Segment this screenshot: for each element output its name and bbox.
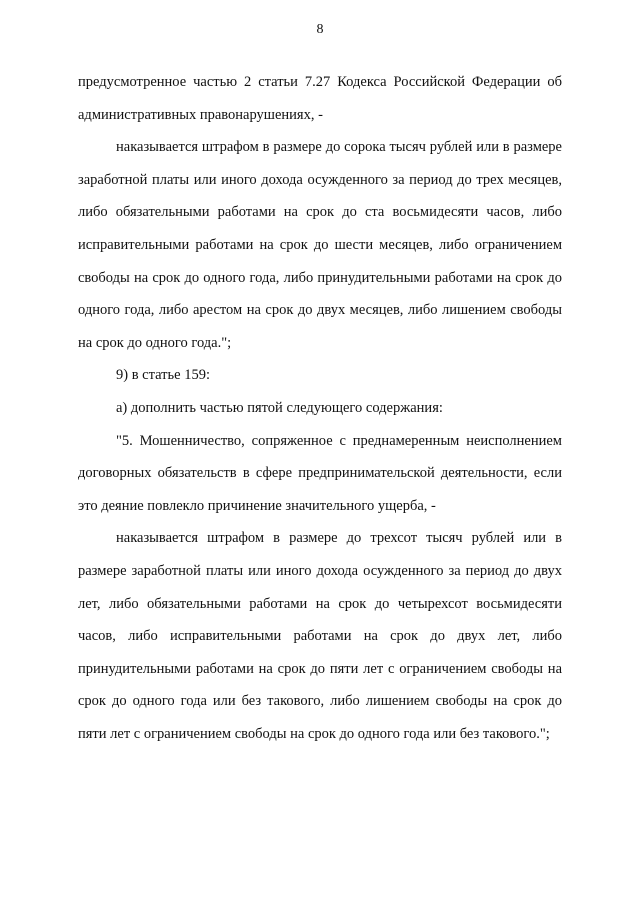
paragraph-amendment-a: а) дополнить частью пятой следующего содержания: xyxy=(116,399,443,416)
paragraph-part-5-fraud: "5. Мошенничество, сопряженное с преднамеренным неисполнением договорных обязательств в сфере предпринимательской деятельности, если это деяние повлекло причинение значительного ущерба, - xyxy=(78,432,562,514)
paragraph-continuation: предусмотренное частью 2 статьи 7.27 Кодекса Российской Федерации об административных правонарушениях, - xyxy=(78,74,562,123)
document-body xyxy=(78,66,562,750)
paragraph-part-5-penalty: наказывается штрафом в размере до трехсот тысяч рублей или в размере заработной платы или иного дохода осужденного за период до двух лет, либо обязательными работами на срок до четырехсот восьмидесяти часов, либо исправительными работами на срок до двух лет, либо принудительными работами на срок до пяти лет с ограничением свободы на срок до одного года или без такового, либо лишением свободы на срок до пяти лет с ограничением свободы на срок до одного года или без такового."; xyxy=(78,530,562,742)
paragraph-penalty-clause: наказывается штрафом в размере до сорока тысяч рублей или в размере заработной платы или иного дохода осужденного за период до трех месяцев, либо обязательными работами на срок до ста восьмидесяти часов, либо исправительными работами на срок до шести месяцев, либо ограничением свободы на срок до одного года, либо принудительными работами на срок до одного года, либо арестом на срок до двух месяцев, либо лишением свободы на срок до одного года."; xyxy=(78,139,562,351)
paragraph-article-159: 9) в статье 159: xyxy=(116,367,210,384)
page-number: 8 xyxy=(316,22,324,37)
